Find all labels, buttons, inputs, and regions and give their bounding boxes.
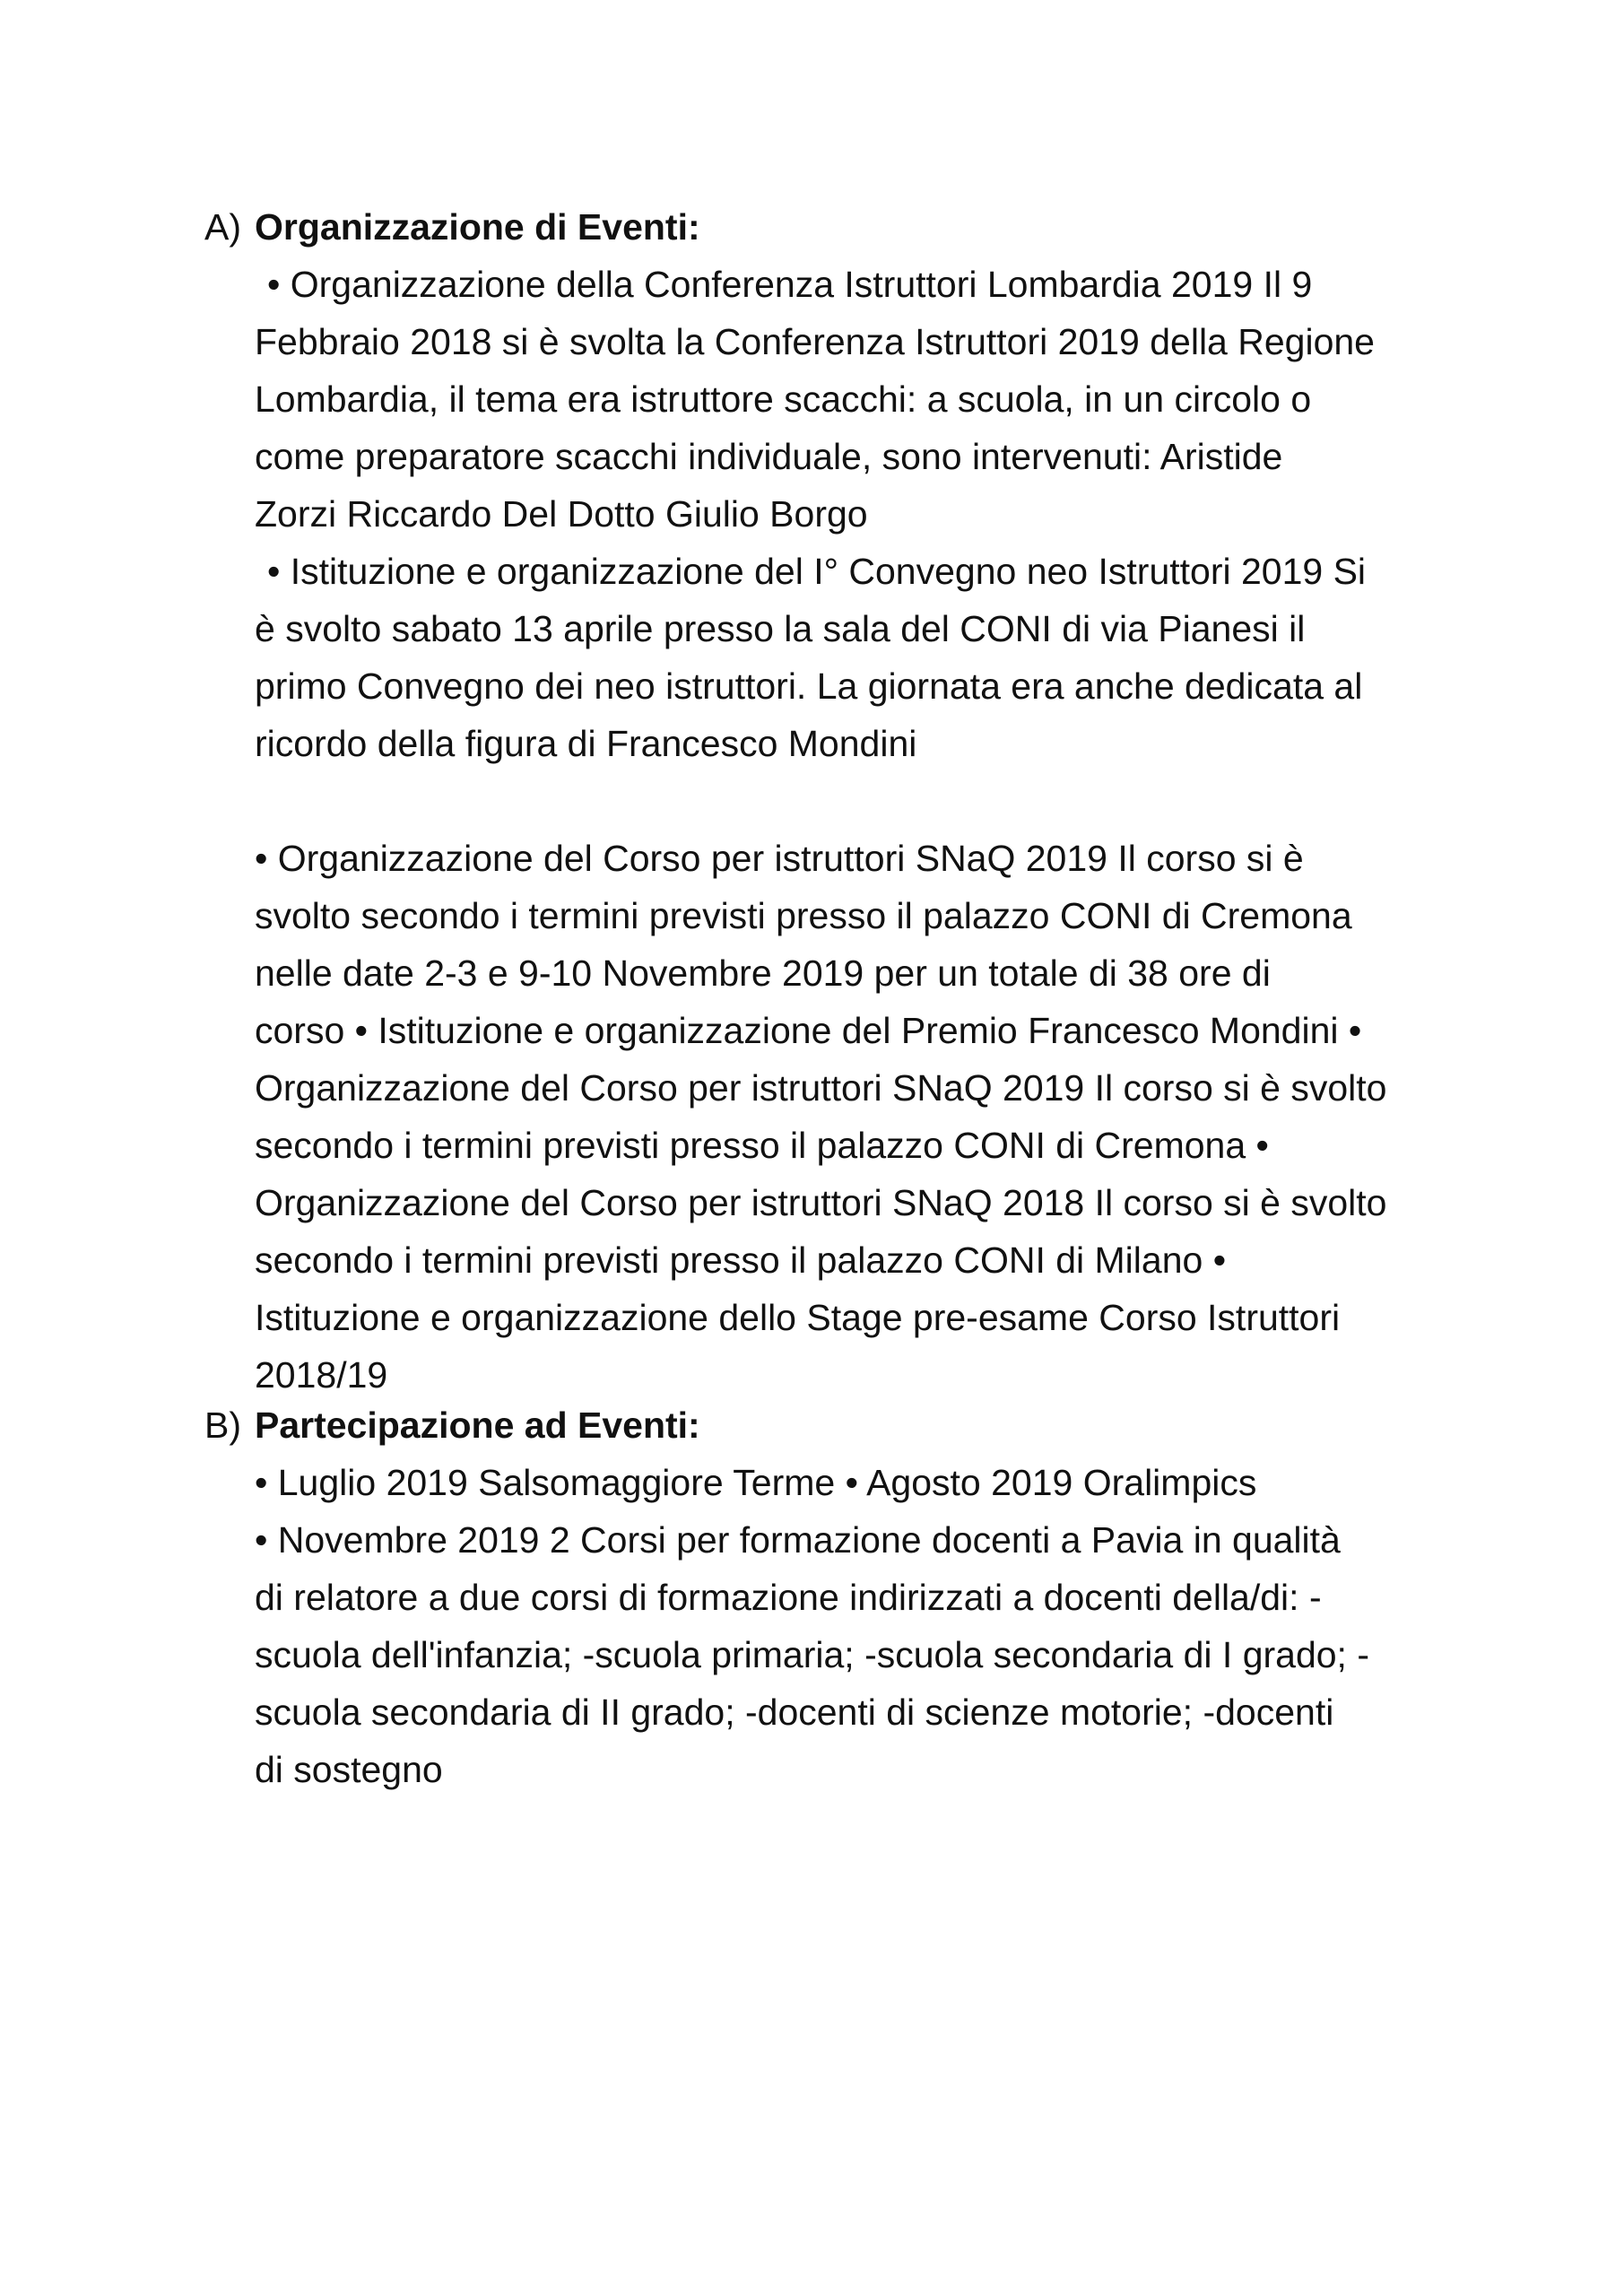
section-letter: A) [204,206,241,248]
paragraph-line: scuola dell'infanzia; -scuola primaria; -scuola secondaria di I grado; - [255,1634,1369,1675]
section-letter: B) [204,1405,241,1446]
paragraph-line: ricordo della figura di Francesco Mondini [255,723,917,764]
paragraph-line: • Luglio 2019 Salsomaggiore Terme • Agosto 2019 Oralimpics [255,1462,1257,1503]
paragraph-line: scuola secondaria di II grado; -docenti di scienze motorie; -docenti [255,1692,1334,1733]
paragraph-line: • Organizzazione della Conferenza Istruttori Lombardia 2019 Il 9 [267,264,1313,305]
section-organizzazione-eventi [204,198,1496,1404]
paragraph-line: nelle date 2-3 e 9-10 Novembre 2019 per un totale di 38 ore di [255,952,1271,994]
paragraph-line: Istituzione e organizzazione dello Stage pre-esame Corso Istruttori [255,1297,1341,1338]
paragraph-line: di relatore a due corsi di formazione indirizzati a docenti della/di: - [255,1577,1322,1618]
paragraph-line: svolto secondo i termini previsti presso il palazzo CONI di Cremona [255,895,1352,936]
section-body [255,1454,1496,1798]
paragraph-line: secondo i termini previsti presso il palazzo CONI di Cremona • [255,1125,1269,1166]
paragraph-line: è svolto sabato 13 aprile presso la sala del CONI di via Pianesi il [255,608,1306,649]
paragraph-line: Febbraio 2018 si è svolta la Conferenza Istruttori 2019 della Regione [255,321,1375,362]
paragraph-line: Organizzazione del Corso per istruttori SNaQ 2019 Il corso si è svolto [255,1067,1387,1109]
blank-line [255,772,1496,830]
paragraph-line: Lombardia, il tema era istruttore scacchi: a scuola, in un circolo o [255,378,1312,420]
paragraph-line: Organizzazione del Corso per istruttori SNaQ 2018 Il corso si è svolto [255,1182,1387,1223]
section-heading [204,1396,1496,1454]
paragraph-line: di sostegno [255,1749,443,1790]
paragraph-line: primo Convegno dei neo istruttori. La giornata era anche dedicata al [255,665,1363,707]
paragraph-line: Zorzi Riccardo Del Dotto Giulio Borgo [255,493,868,535]
paragraph-line: • Novembre 2019 2 Corsi per formazione docenti a Pavia in qualità [255,1519,1341,1561]
paragraph-line: corso • Istituzione e organizzazione del Premio Francesco Mondini • [255,1010,1362,1051]
section-partecipazione-eventi [204,1396,1496,1798]
paragraph-line: • Organizzazione del Corso per istruttori SNaQ 2019 Il corso si è [255,838,1304,879]
paragraph-line: • Istituzione e organizzazione del I° Convegno neo Istruttori 2019 Si [267,551,1367,592]
section-body [255,256,1496,1404]
section-heading [204,198,1496,256]
paragraph-line: come preparatore scacchi individuale, sono intervenuti: Aristide [255,436,1283,477]
paragraph-line: secondo i termini previsti presso il palazzo CONI di Milano • [255,1239,1227,1281]
section-title: Organizzazione di Eventi: [255,206,700,248]
paragraph-line: 2018/19 [255,1354,388,1396]
section-title: Partecipazione ad Eventi: [255,1405,700,1446]
